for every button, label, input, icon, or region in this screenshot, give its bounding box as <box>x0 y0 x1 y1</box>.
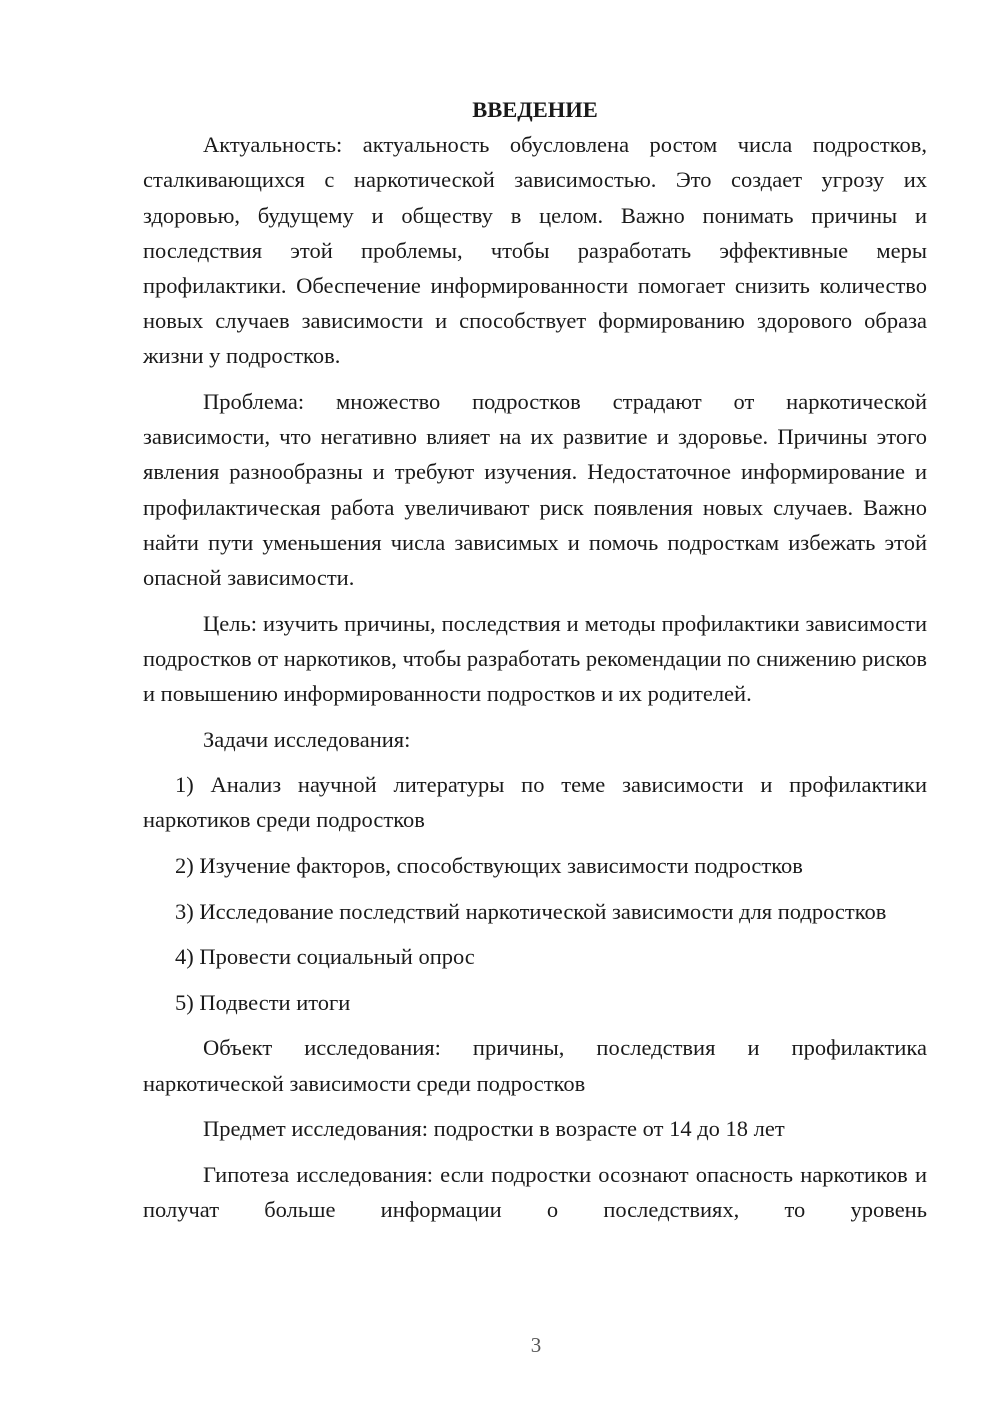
paragraph-object: Объект исследования: причины, последствия и профилактика наркотической зависимости среди подростков <box>143 1035 927 1096</box>
paragraph-problem: Проблема: множество подростков страдают от наркотической зависимости, что негативно влияет на их развитие и здоровье. Причины этого явления разнообразны и требуют изучения. Недостаточное информирование и профилактическая работа увеличивают риск появления новых случаев. Важно найти пути уменьшения числа зависимых и помочь подросткам избежать этой опасной зависимости. <box>143 389 927 591</box>
task-item-1: 1) Анализ научной литературы по теме зависимости и профилактики наркотиков среди подростков <box>143 772 927 833</box>
paragraph-subject: Предмет исследования: подростки в возрасте от 14 до 18 лет <box>203 1116 785 1142</box>
document-page <box>143 92 927 1227</box>
paragraph-hypothesis: Гипотеза исследования: если подростки осознают опасность наркотиков и получат больше информации о последствиях, то уровень <box>143 1161 927 1222</box>
paragraph-goal: Цель: изучить причины, последствия и методы профилактики зависимости подростков от наркотиков, чтобы разработать рекомендации по снижению рисков и повышению информированности подростков и их родителей. <box>143 610 927 707</box>
paragraph-relevance: Актуальность: актуальность обусловлена ростом числа подростков, сталкивающихся с наркотической зависимостью. Это создает угрозу их здоровью, будущему и обществу в целом. Важно понимать причины и последствия этой проблемы, чтобы разработать эффективные меры профилактики. Обеспечение информированности помогает снизить количество новых случаев зависимости и способствует формированию здорового образа жизни у подростков. <box>143 132 927 369</box>
section-heading: ВВЕДЕНИЕ <box>472 97 598 122</box>
page-number: 3 <box>530 1333 542 1357</box>
task-item-4: 4) Провести социальный опрос <box>175 944 475 970</box>
task-item-5: 5) Подвести итоги <box>175 989 351 1015</box>
paragraph-tasks-title: Задачи исследования: <box>203 726 411 752</box>
task-item-2: 2) Изучение факторов, способствующих зависимости подростков <box>175 853 803 879</box>
task-item-3: 3) Исследование последствий наркотической зависимости для подростков <box>175 898 887 924</box>
